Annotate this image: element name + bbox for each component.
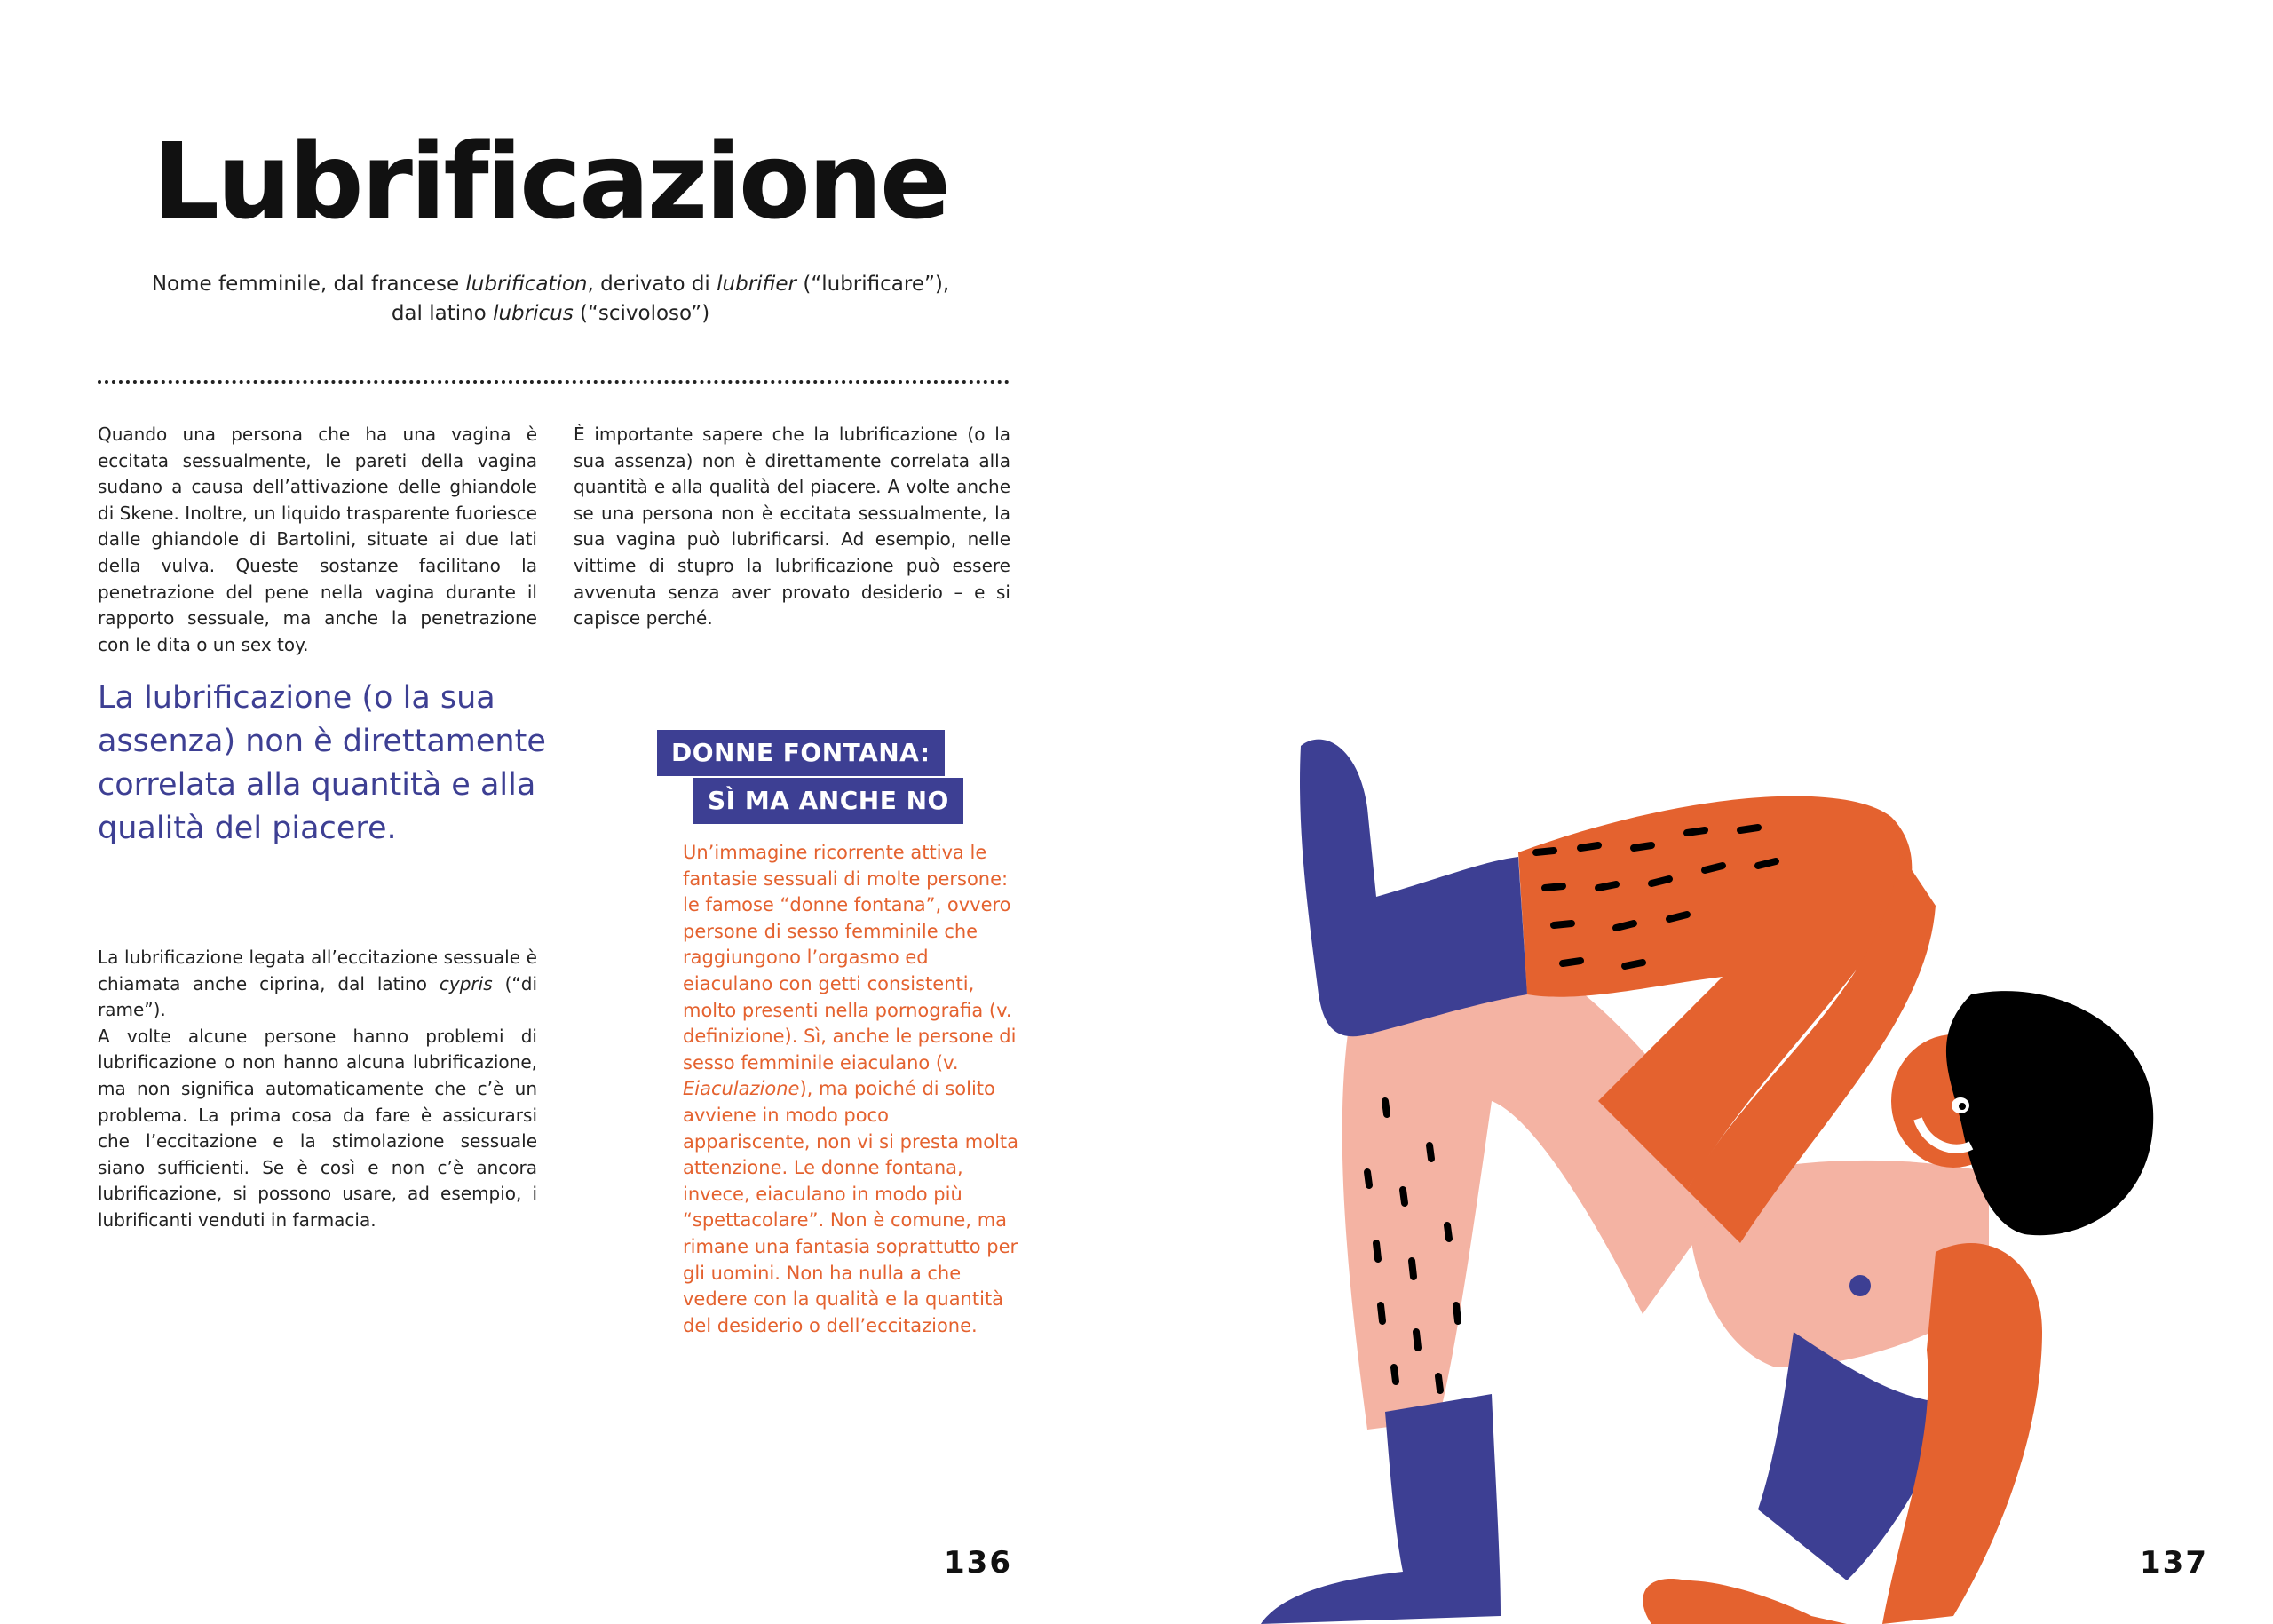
box-text-part: ), ma poiché di solito avviene in modo poco appariscente, non vi si presta molta attenzione. Le donne fontana, invece, eiaculano in modo più “spettacolare”. Non è comune, ma rimane una fantasia soprattutto per gli uomini. Non ha nulla a che vedere con la qualità e la quantità del desiderio o dell’eccitazione. — [683, 1078, 1018, 1336]
lower-text: La lubrificazione legata all’eccitazione sessuale è chiamata anche ciprina, dal latino — [98, 947, 537, 994]
body-column-left: Quando una persona che ha una vagina è eccitata sessualmente, le pareti della vagina sudano a causa dell’attivazione delle ghiandole di Skene. Inoltre, un liquido trasparente fuoriesce dalle ghiandole di Bartolini, situate ai due lati della vulva. Queste sostanze facilitano la penetrazione del pene nella vagina durante il rapporto sessuale, ma anche la penetrazione con le dita o un sex toy. — [98, 424, 537, 655]
etymology — [107, 270, 994, 329]
figure-illustration — [1225, 728, 2202, 1624]
etymology-term: lubrifier — [717, 273, 797, 296]
etymology-text: Nome femminile, dal francese — [151, 273, 466, 296]
etymology-text: (“scivoloso”) — [573, 302, 710, 325]
blue-sock-bottom-shape — [1261, 1394, 1501, 1624]
box-text — [683, 840, 1020, 1339]
box-heading-line-1: DONNE FONTANA: — [657, 730, 945, 776]
box-text-term: Eiaculazione — [683, 1078, 800, 1100]
page-number-left: 136 — [944, 1545, 1012, 1580]
blue-sock-top-shape — [1300, 740, 1527, 1037]
orange-hand-shape — [1643, 1579, 1847, 1624]
etymology-term: lubrification — [465, 273, 588, 296]
nipple-shape — [1849, 1275, 1871, 1296]
etymology-text: (“lubrificare”), — [796, 273, 950, 296]
lower-term: cypris — [439, 972, 493, 994]
box-heading-line-2: SÌ MA ANCHE NO — [693, 778, 963, 824]
pull-quote: La lubrificazione (o la sua assenza) non è direttamente correlata alla quantità e alla qualità del piacere. — [98, 680, 546, 846]
etymology-text: , derivato di — [587, 273, 717, 296]
etymology-text: dal latino — [391, 302, 494, 325]
box-text-part: Un’immagine ricorrente attiva le fantasie sessuali di molte persone: le famose “donne fontana”, ovvero persone di sesso femminile che raggiungono l’orgasmo ed eiaculano con getti consistenti, molto presenti nella pornografia (v. definizione). Sì, anche le persone di sesso femminile eiaculano (v. — [683, 842, 1017, 1073]
body-column-right: È importante sapere che la lubrificazione (o la sua assenza) non è direttamente correlata alla quantità e alla qualità del piacere. A volte anche se una persona non è eccitata sessualmente, la sua vagina può lubrificarsi. Ad esempio, nelle vittime di stupro la lubrificazione può essere avvenuta senza aver provato desiderio – e si capisce perché. — [574, 424, 1010, 630]
etymology-term: lubricus — [493, 302, 574, 325]
page-title: Lubrificazione — [153, 120, 948, 242]
lower-text: (“di rame”). — [98, 972, 537, 1021]
page-number-right: 137 — [2140, 1545, 2208, 1580]
dotted-divider — [98, 380, 1010, 384]
body-column-lower — [98, 945, 537, 1234]
pupil-shape — [1959, 1103, 1966, 1110]
lower-text: A volte alcune persone hanno problemi di lubrificazione o non hanno alcuna lubrificazione, ma non significa automaticamente che c’è un problema. La prima cosa da fare è assicurarsi che l’eccitazione e la stimolazione sessuale siano sufficienti. Se è così e non c’è ancora lubrificazione, si possono usare, ad esempio, i lubrificanti venduti in farmacia. — [98, 1025, 537, 1231]
